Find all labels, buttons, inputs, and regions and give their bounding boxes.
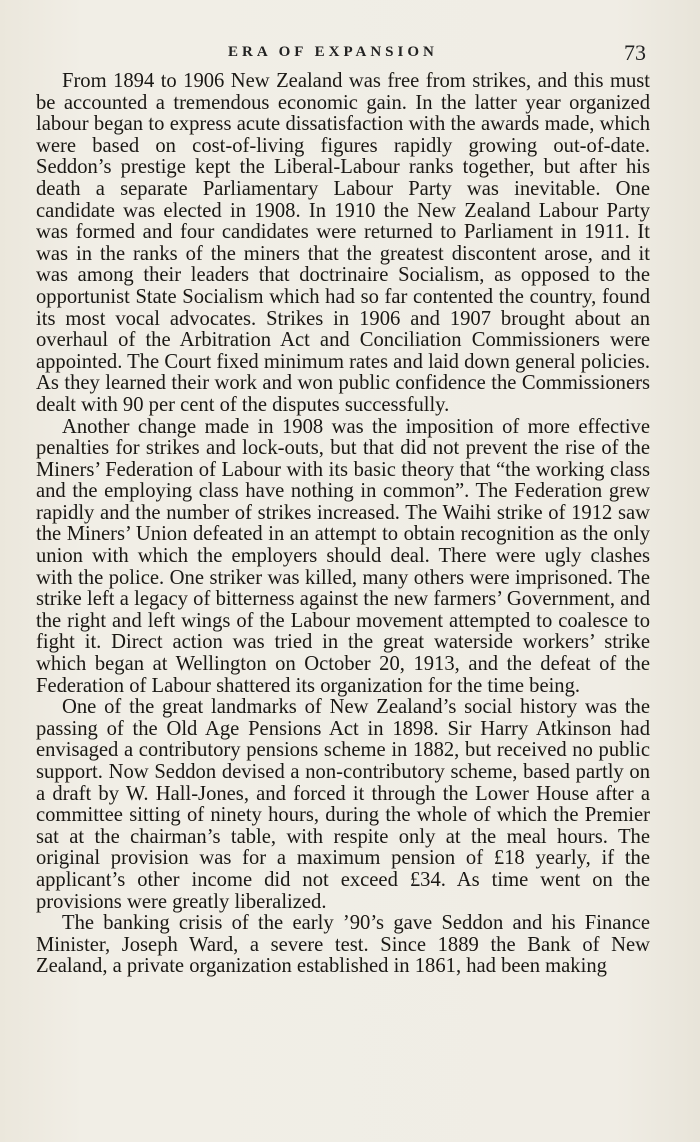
paragraph-pensions: One of the great landmarks of New Zealand’s social history was the passing of the Old Age Pensions Act in 1898. Sir Harry Atkinson had envisaged a contributory pensions scheme in 1882, but received no public support. Now Seddon devised a non-contributory scheme, based partly on a draft by W. Hall-Jones, and forced it through the Lower House after a committee sitting of ninety hours, during the whole of which the Premier sat at the chairman’s table, with respite only at the meal hours. The original provision was for a maximum pension of £18 yearly, if the applicant’s other income did not exceed £34. As time went on the provisions were greatly liberalized.: [36, 696, 650, 913]
running-title: ERA OF EXPANSION: [228, 44, 438, 60]
paragraph-banking: The banking crisis of the early ’90’s gave Seddon and his Finance Minister, Joseph Ward, a severe test. Since 1889 the Bank of New Zealand, a private organization established in 1861, had been making: [36, 912, 650, 978]
page-number: 73: [624, 40, 646, 65]
running-head: [0, 40, 700, 68]
paragraph-strikes: From 1894 to 1906 New Zealand was free from strikes, and this must be accounted a tremendous economic gain. In the latter year organized labour began to express acute dissatisfaction with the awards made, which were based on cost-of-living figures rapidly growing out-of-date. Seddon’s prestige kept the Liberal-Labour ranks together, but after his death a separate Parliamentary Labour Party was inevitable. One candidate was elected in 1908. In 1910 the New Zealand Labour Party was formed and four candidates were returned to Parliament in 1911. It was in the ranks of the miners that the greatest discontent arose, and it was among their leaders that doctrinaire Socialism, as opposed to the opportunist State Socialism which had so far contented the country, found its most vocal advocates. Strikes in 1906 and 1907 brought about an overhaul of the Arbitration Act and Conciliation Commissioners were appointed. The Court fixed minimum rates and laid down general policies. As they learned their work and won public confidence the Commissioners dealt with 90 per cent of the disputes successfully.: [36, 70, 650, 416]
body-text: [36, 71, 650, 978]
paragraph-federation: Another change made in 1908 was the imposition of more effective penalties for strikes and lock-outs, but that did not prevent the rise of the Miners’ Federation of Labour with its basic theory that “the working class and the employing class have nothing in common”. The Federation grew rapidly and the number of strikes increased. The Waihi strike of 1912 saw the Miners’ Union defeated in an attempt to obtain recognition as the only union with which the employers should deal. There were ugly clashes with the police. One striker was killed, many others were imprisoned. The strike left a legacy of bitterness against the new farmers’ Government, and the right and left wings of the Labour movement attempted to coalesce to fight it. Direct action was tried in the great waterside workers’ strike which began at Wellington on October 20, 1913, and the defeat of the Federation of Labour shattered its organization for the time being.: [36, 415, 650, 697]
